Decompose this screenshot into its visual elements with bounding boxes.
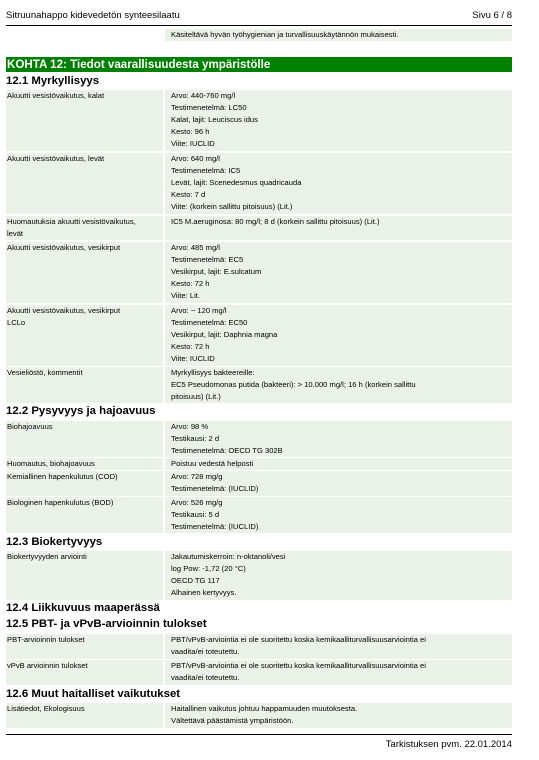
subsection-12-2-title: 12.2 Pysyvyys ja hajoavuus [6,405,156,417]
row-value: Arvo: 728 mg/g Testimenetelmä: (IUCLID) [165,471,512,496]
table-row [6,703,512,728]
header-divider [6,25,512,26]
row-label: Akuutti vesistövaikutus, vesikirput LCLo [6,305,163,366]
row-value: Arvo: 640 mg/l Testimenetelmä: IC5 Levät, lajit: Scenedesmus quadricauda Kesto: 7 d Viite: (korkein sallittu pitoisuus) (Lit.) [165,153,512,214]
table-row [6,367,512,403]
section-title: KOHTA 12: Tiedot vaarallisuudesta ympäristölle [6,57,512,72]
table-row [6,421,512,457]
subsection-12-3-title: 12.3 Biokertyvyys [6,536,103,548]
table-row [6,660,512,685]
table-row [6,551,512,600]
row-label: Biohajoavuus [6,421,163,457]
row-value: Arvo: ~ 120 mg/l Testimenetelmä: EC50 Vesikirput, lajit: Daphnia magna Kesto: 72 h Viite: IUCLID [165,305,512,366]
table-row [6,242,512,303]
row-label: Vesieliöstö, kommentit [6,367,163,403]
table-row [6,90,512,151]
document-title: Sitruunahappo kidevedetön synteesilaatu [6,10,180,21]
table-row [6,471,512,496]
row-value: Haitallinen vaikutus johtuu happamuuden muutoksesta. Vältettävä päästämistä ympäristöön. [165,703,512,728]
page-header [6,6,512,22]
row-label: Akuutti vesistövaikutus, vesikirput [6,242,163,303]
page-number: Sivu 6 / 8 [472,10,512,21]
row-value: Arvo: 526 mg/g Testikausi: 5 d Testimenetelmä: (IUCLID) [165,497,512,533]
row-value: Jakautumiskerroin: n-oktanoli/vesi log Pow: -1,72 (20 °C) OECD TG 117 Alhainen kertyvyys. [165,551,512,600]
revision-date: Tarkistuksen pvm. 22.01.2014 [385,739,512,750]
row-label: Huomautuksia akuutti vesistövaikutus, levät [6,216,163,240]
subsection-12-5-title: 12.5 PBT- ja vPvB-arvioinnin tulokset [6,618,207,630]
row-value: PBT/vPvB-arviointia ei ole suoritettu koska kemikaalliturvallisuusarviointia ei vaadita/ei toteutettu. [165,634,512,659]
lead-row [6,29,512,41]
row-value: PBT/vPvB-arviointia ei ole suoritettu koska kemikaalliturvallisuusarviointia ei vaadita/ei toteutettu. [165,660,512,685]
table-row [6,497,512,533]
table-row [6,458,512,470]
row-label: Akuutti vesistövaikutus, kalat [6,90,163,151]
subsection-12-1-title: 12.1 Myrkyllisyys [6,75,100,87]
row-value: Myrkyllisyys bakteereille: EC5 Pseudomonas putida (bakteeri): > 10.000 mg/l; 16 h (korkein sallittu pitoisuus) (Lit.) [165,367,512,403]
row-label: vPvB arvioinnin tulokset [6,660,163,685]
table-row [6,216,512,240]
row-value: Poistuu vedestä helposti [165,458,512,470]
table-row [6,634,512,659]
row-value: Arvo: 485 mg/l Testimenetelmä: EC5 Vesikirput, lajit: E.sulcatum Kesto: 72 h Viite: Lit. [165,242,512,303]
table-row [6,305,512,366]
row-label: Huomautus, biohajoavuus [6,458,163,470]
row-label: Kemiallinen hapenkulutus (COD) [6,471,163,496]
row-label: Akuutti vesistövaikutus, levät [6,153,163,214]
row-label: PBT-arvioinnin tulokset [6,634,163,659]
row-value: IC5 M.aeruginosa: 80 mg/l; 8 d (korkein sallittu pitoisuus) (Lit.) [165,216,512,240]
subsection-12-6-title: 12.6 Muut haitalliset vaikutukset [6,688,181,700]
row-label: Biologinen hapenkulutus (BOD) [6,497,163,533]
subsection-12-4-title: 12.4 Liikkuvuus maaperässä [6,602,160,614]
table-row [6,153,512,214]
row-label: Lisätiedot, Ekologisuus [6,703,163,728]
footer-divider [6,734,512,735]
lead-text: Käsiteltävä hyvän työhygienian ja turvallisuuskäytännön mukaisesti. [165,29,512,41]
row-label: Biokertyvyyden arviointi [6,551,163,600]
row-value: Arvo: 98 % Testikausi: 2 d Testimenetelmä: OECD TG 302B [165,421,512,457]
row-value: Arvo: 440-760 mg/l Testimenetelmä: LC50 Kalat, lajit: Leuciscus idus Kesto: 96 h Viite: IUCLID [165,90,512,151]
